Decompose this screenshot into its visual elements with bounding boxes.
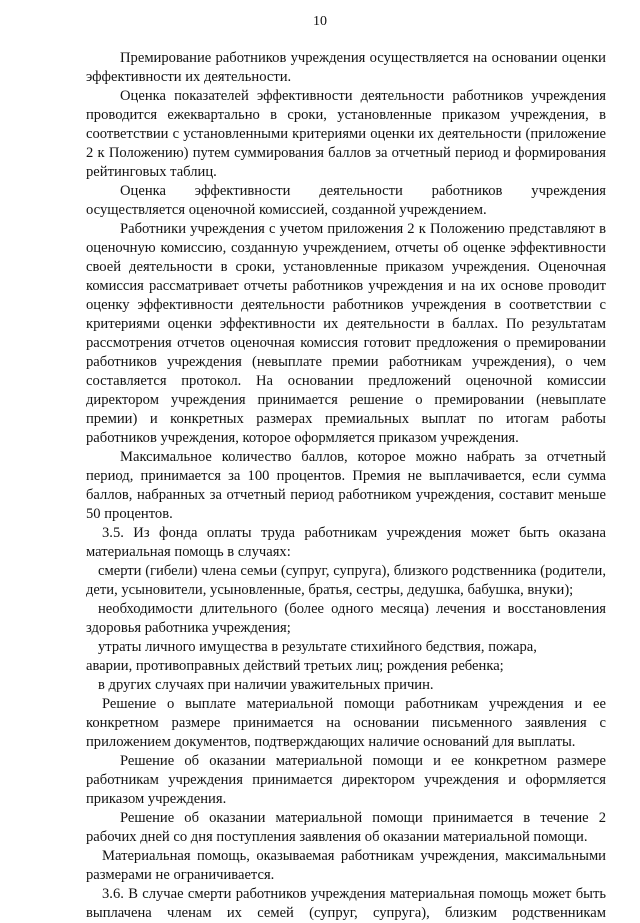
document-body [86, 49, 606, 923]
list-item-other-reasons: в других случаях при наличии уважительных причин. [98, 677, 434, 693]
paragraph-reports-procedure: Работники учреждения с учетом приложения 2 к Положению представляют в оценочную комиссию, созданную учреждением, отчеты об оценке эффективности своей деятельности в сроки, установленные приказом учреждения. Оценочная комиссия рассматривает отчеты работников учреждения и на их основе проводит оценку эффективности деятельности работников учреждения в соответствии с критериями оценки эффективности их деятельности в баллах. По результатам рассмотрения отчетов оценочная комиссия готовит предложения о премировании работников учреждения (невыплате премии работникам учреждения), о чем составляется протокол. На основании предложений оценочной комиссии директором учреждения принимается решение о премировании (невыплате премии) и конкретных размерах премиальных выплат по итогам работы работников учреждения, которое оформляется приказом учреждения. [86, 221, 606, 446]
paragraph-no-limit: Материальная помощь, оказываемая работникам учреждения, максимальными размерами не ограничивается. [86, 848, 606, 883]
list-item-treatment: необходимости длительного (более одного месяца) лечения и восстановления здоровья работника учреждения; [86, 601, 606, 636]
paragraph-section-3-5: 3.5. Из фонда оплаты труда работникам учреждения может быть оказана материальная помощь в случаях: [86, 525, 606, 560]
paragraph-max-points: Максимальное количество баллов, которое можно набрать за отчетный период, принимается за 100 процентов. Премия не выплачивается, если сумма баллов, набранных за отчетный период работником учреждения, составит меньше 50 процентов. [86, 449, 606, 522]
list-item-accident-birth: аварии, противоправных действий третьих лиц; рождения ребенка; [86, 658, 504, 674]
list-item-death: смерти (гибели) члена семьи (супруг, супруга), близкого родственника (родители, дети, усыновители, усыновленные, братья, сестры, дедушка, бабушка, внуки); [86, 563, 606, 598]
paragraph-bonus-basis: Премирование работников учреждения осуществляется на основании оценки эффективности их деятельности. [86, 50, 606, 85]
paragraph-decision-director: Решение об оказании материальной помощи и ее конкретном размере работникам учреждения принимается директором учреждения и оформляется приказом учреждения. [86, 753, 606, 807]
paragraph-evaluation-schedule: Оценка показателей эффективности деятельности работников учреждения проводится ежеквартально в сроки, установленные приказом учреждения, в соответствии с установленными критериями оценки их деятельности (приложение 2 к Положению) путем суммирования баллов за отчетный период и формирования рейтинговых таблиц. [86, 88, 606, 180]
paragraph-evaluation-commission: Оценка эффективности деятельности работников учреждения осуществляется оценочной комиссией, созданной учреждением. [86, 183, 606, 218]
paragraph-decision-basis: Решение о выплате материальной помощи работникам учреждения и ее конкретном размере принимается на основании письменного заявления с приложением документов, подтверждающих наличие оснований для выплаты. [86, 696, 606, 750]
list-item-property-loss: утраты личного имущества в результате стихийного бедствия, пожара, [98, 639, 537, 655]
paragraph-section-3-6: 3.6. В случае смерти работников учреждения материальная помощь может быть выплачена членам их семей (супруг, супруга), близким родственникам [86, 886, 606, 921]
page-number: 10 [313, 14, 327, 29]
paragraph-decision-timing: Решение об оказании материальной помощи принимается в течение 2 рабочих дней со дня поступления заявления об оказании материальной помощи. [86, 810, 606, 845]
